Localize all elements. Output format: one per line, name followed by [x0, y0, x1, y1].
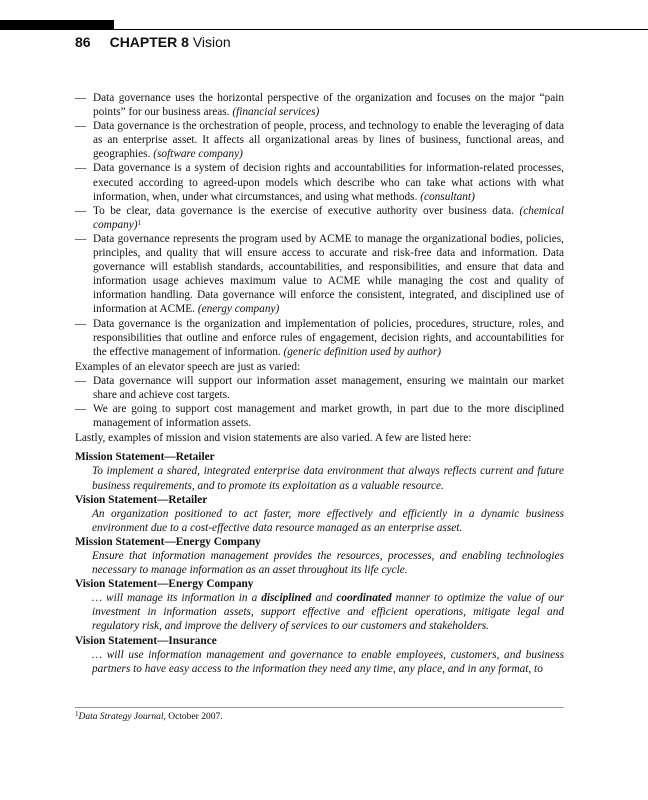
- header-rule: [0, 29, 648, 30]
- statement-heading: Vision Statement—Energy Company: [75, 578, 254, 591]
- statement-heading: Mission Statement—Energy Company: [75, 535, 261, 548]
- footnote-ref: 1: [137, 218, 142, 227]
- elevator-item: — Data governance will support our information asset management, ensuring we maintain our market share and achieve cost targets.: [75, 374, 564, 401]
- running-head: [75, 34, 231, 50]
- definition-item: — Data governance is a system of decision rights and accountabilities for information-related processes, executed according to agreed-upon models which describe who can take what actions with what information, when, under what circumstances, and using what methods. (consultant): [75, 162, 564, 203]
- body-text: [75, 91, 564, 676]
- statement-text: … will use information management and governance to enable employees, customers, and business partners to have easy access to the information they need any time, any place, and in any format, to: [92, 648, 564, 675]
- definition-item: — To be clear, data governance is the exercise of executive authority over business data. (chemical company)$^1$: [75, 204, 565, 231]
- statement-text: To implement a shared, integrated enterprise data environment that always reflects current and future business requirements, and to promote its exploitation as a valuable resource.: [92, 465, 564, 492]
- page-number: 86: [75, 34, 91, 50]
- paragraph-lastly: Lastly, examples of mission and vision statements are also varied. A few are listed here:: [75, 432, 472, 445]
- definition-item: — Data governance is the organization and implementation of policies, procedures, structure, roles, and responsibilities that outline and enforce rules of engagement, decision rights, and accountabilities for the effective management of information. (generic definition used by author): [75, 317, 564, 358]
- statement-heading: Vision Statement—Insurance: [75, 634, 217, 647]
- footnote: $^1$Data Strategy Journal, October 2007.: [75, 710, 223, 722]
- statement-text: … will manage its information in a disciplined and coordinated manner to optimize the value of our investment in information assets, support effective and efficient operations, mitigate legal and regulatory risk, and improve the delivery of services to our customers and stakeholders.: [92, 592, 564, 633]
- statement-text: An organization positioned to act faster, more effectively and efficiently in a dynamic business environment due to a cost-effective data resource managed as an enterprise asset.: [92, 507, 564, 534]
- elevator-item: — We are going to support cost management and market growth, in part due to the more disciplined management of information assets.: [75, 403, 564, 430]
- statement-text: Ensure that information management provides the resources, processes, and enabling technologies necessary to manage information as an asset throughout its life cycle.: [92, 550, 564, 577]
- paragraph-elevator: Examples of an elevator speech are just as varied:: [75, 360, 301, 373]
- chapter-title: Vision: [192, 34, 231, 50]
- statement-heading: Vision Statement—Retailer: [75, 493, 208, 506]
- chapter-label: CHAPTER 8: [109, 34, 189, 50]
- definition-item: — Data governance represents the program used by ACME to manage the organizational bodies, policies, principles, and quality that will ensure access to accurate and risk-free data and information. Data governance will establish standards, accountabilities, and responsibilities, and ensure that data and information usage achieves maximum value to ACME while managing the cost and quality of information handling. Data governance will enforce the consistent, integrated, and disciplined use of information at ACME. (energy company): [75, 232, 564, 316]
- statement-heading: Mission Statement—Retailer: [75, 451, 215, 464]
- footnote-rule: [75, 707, 564, 708]
- definition-item: — Data governance is the orchestration of people, process, and technology to enable the leveraging of data as an enterprise asset. It affects all organizational areas by lines of business, functional areas, and geographies. (software company): [75, 120, 564, 161]
- definition-item: — Data governance uses the horizontal perspective of the organization and focuses on the major “pain points” for our business areas. (financial services): [75, 92, 564, 119]
